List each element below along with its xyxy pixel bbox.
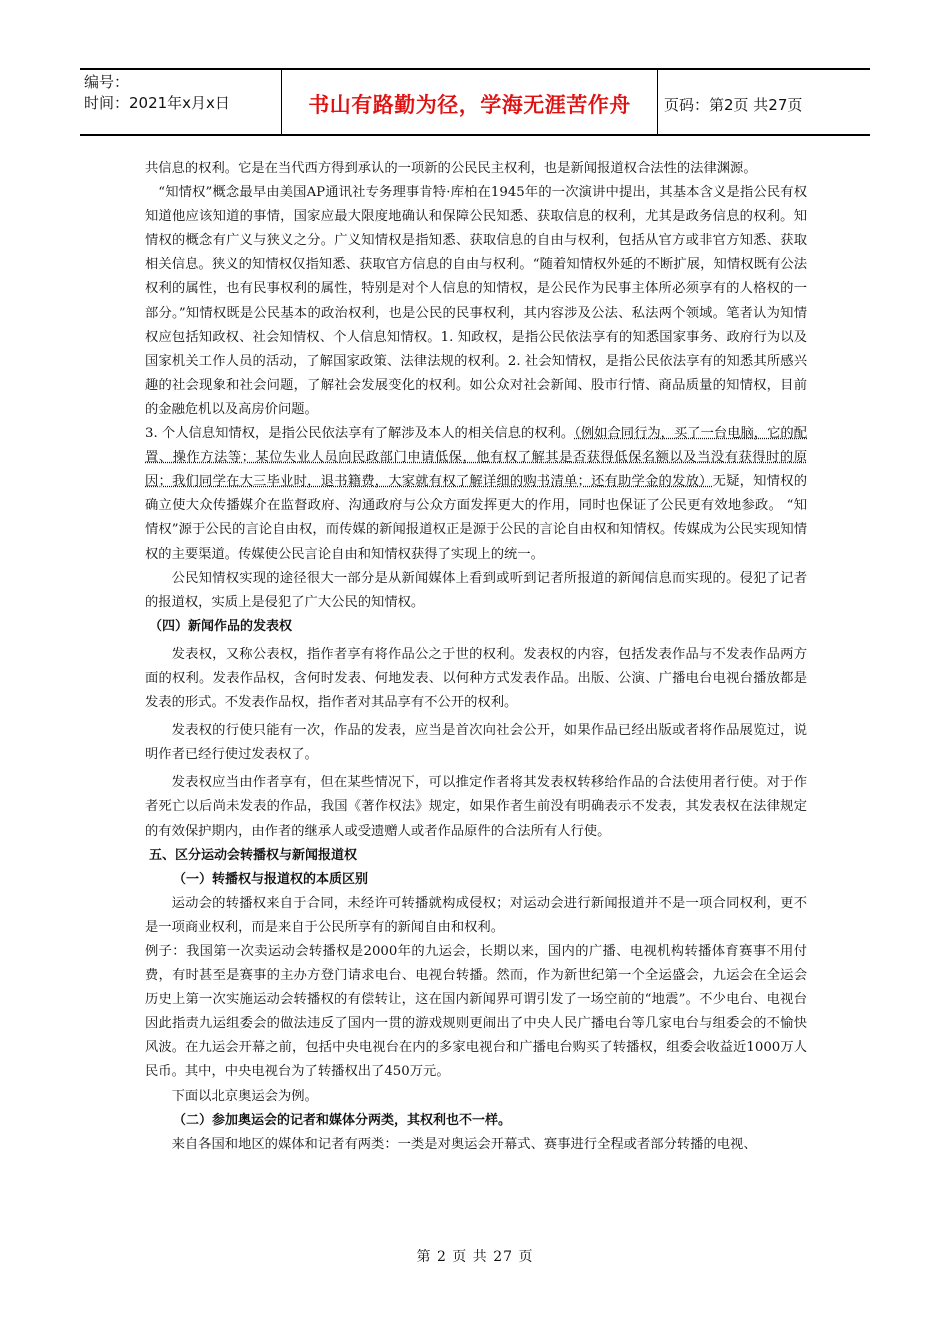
header-page-info: 页码：第2页 共27页	[664, 95, 803, 114]
page-footer: 第 2 页 共 27 页	[416, 1249, 534, 1265]
paragraph-start: 3. 个人信息知情权，是指公民依法享有了解涉及本人的相关信息的权利。	[145, 426, 575, 442]
header-motto: 书山有路勤为径，学海无涯苦作舟	[282, 70, 658, 134]
paragraph: 运动会的转播权来自于合同，未经许可转播就构成侵权；对运动会进行新闻报道并不是一项合同权利，更不是一项商业权利，而是来自于公民所享有的新闻自由和权利。	[145, 895, 807, 935]
paragraph: 发表权，又称公表权，指作者享有将作品公之于世的权利。发表权的内容，包括发表作品与不发表作品两方面的权利。发表作品权，含何时发表、何地发表、以何种方式发表作品。出版、公演、广播电台电视台播放都是发表的形式。不发表作品权，指作者对其品享有不公开的权利。	[145, 646, 807, 711]
document-header	[80, 68, 870, 136]
paragraph: “知情权”概念最早由美国AP通讯社专务理事肯特·库柏在1945年的一次演讲中提出，其基本含义是指公民有权知道他应该知道的事情，国家应最大限度地确认和保障公民知悉、获取信息的权利，尤其是政务信息的权利。知情权的概念有广义与狭义之分。广义知情权是指知悉、获取信息的自由与权利，包括从官方或非官方知悉、获取相关信息。狭义的知情权仅指知悉、获取官方信息的自由与权利。“随着知情权外延的不断扩展，知情权既有公法权利的属性，也有民事权利的属性，特别是对个人信息的知情权，是公民作为民事主体所必须享有的人格权的一部分。”知情权既是公民基本的政治权利，也是公民的民事权利，其内容涉及公法、私法两个领域。笔者认为知情权应包括知政权、社会知情权、个人信息知情权。1. 知政权，是指公民依法享有的知悉国家事务、政府行为以及国家机关工作人员的活动，了解国家政策、法律法规的权利。2. 社会知情权，是指公民依法享有的知悉其所感兴趣的社会现象和社会问题，了解社会发展变化的权利。如公众对社会新闻、股市行情、商品质量的知情权，目前的金融危机以及高房价问题。	[145, 185, 807, 417]
paragraph-end: 无疑，知情权的确立使大众传播媒介在监督政府、沟通政府与公众方面发挥更大的作用，同时也保证了公民更有效地参政。 “知情权”源于公民的言论自由权，而传媒的新闻报道权正是源于公民的言论自由权和知情权。传媒成为公民实现知情权的主要渠道。传媒使公民言论自由和知情权获得了实现上的统一。	[145, 474, 808, 562]
section-heading: 五、区分运动会转播权与新闻报道权	[149, 847, 358, 863]
example-text: （例如合同行为，买了一台电脑，它的配置、操作方法等；某位失业人员向民政部门申请低保，他有权了解其是否获得低保名额以及当没有获得时的原因；我们同学在大三毕业时，退书籍费，大家就有权了解详细的购书清单；还有助学金的发放）	[145, 426, 807, 490]
number-label: 编号：	[84, 73, 130, 91]
document-body	[145, 157, 807, 1157]
paragraph: 发表权应当由作者享有，但在某些情况下，可以推定作者将其发表权转移给作品的合法使用者行使。对于作者死亡以后尚未发表的作品，我国《著作权法》规定，如果作者生前没有明确表示不发表，其发表权在法律规定的有效保护期内，由作者的继承人或受遗赠人或者作品原件的合法所有人行使。	[145, 775, 807, 839]
subsection-heading: （一）转播权与报道权的本质区别	[173, 871, 369, 887]
time-label: 时间：2021年x月x日	[84, 94, 230, 112]
paragraph: 公民知情权实现的途径很大一部分是从新闻媒体上看到或听到记者所报道的新闻信息而实现的。侵犯了记者的报道权，实质上是侵犯了广大公民的知情权。	[145, 570, 807, 610]
paragraph: 例子：我国第一次卖运动会转播权是2000年的九运会，长期以来，国内的广播、电视机构转播体育赛事不用付费，有时甚至是赛事的主办方登门请求电台、电视台转播。然而，作为新世纪第一个全运盛会，九运会在全运会历史上第一次实施运动会转播权的有偿转让，这在国内新闻界可谓引发了一场空前的“地震”。不少电台、电视台因此指责九运组委会的做法违反了国内一贯的游戏规则更闹出了中央人民广播电台等几家电台与组委会的不愉快风波。在九运会开幕之前，包括中央电视台在内的多家电视台和广播电台购买了转播权，组委会收益近1000万人民币。其中，中央电视台为了转播权出了450万元。	[145, 944, 807, 1080]
subsection-heading: （二）参加奥运会的记者和媒体分两类，其权利也不一样。	[173, 1112, 512, 1128]
paragraph: 下面以北京奥运会为例。	[171, 1088, 318, 1104]
paragraph: 发表权的行使只能有一次，作品的发表，应当是首次向社会公开，如果作品已经出版或者将作品展览过，说明作者已经行使过发表权了。	[145, 723, 807, 763]
paragraph	[145, 422, 807, 567]
header-meta	[80, 70, 282, 134]
section-heading: （四）新闻作品的发表权	[149, 618, 293, 634]
paragraph: 共信息的权利。它是在当代西方得到承认的一项新的公民民主权利，也是新闻报道权合法性的法律渊源。	[145, 161, 757, 176]
paragraph: 来自各国和地区的媒体和记者有两类：一类是对奥运会开幕式、赛事进行全程或者部分转播的电视、	[171, 1136, 757, 1152]
